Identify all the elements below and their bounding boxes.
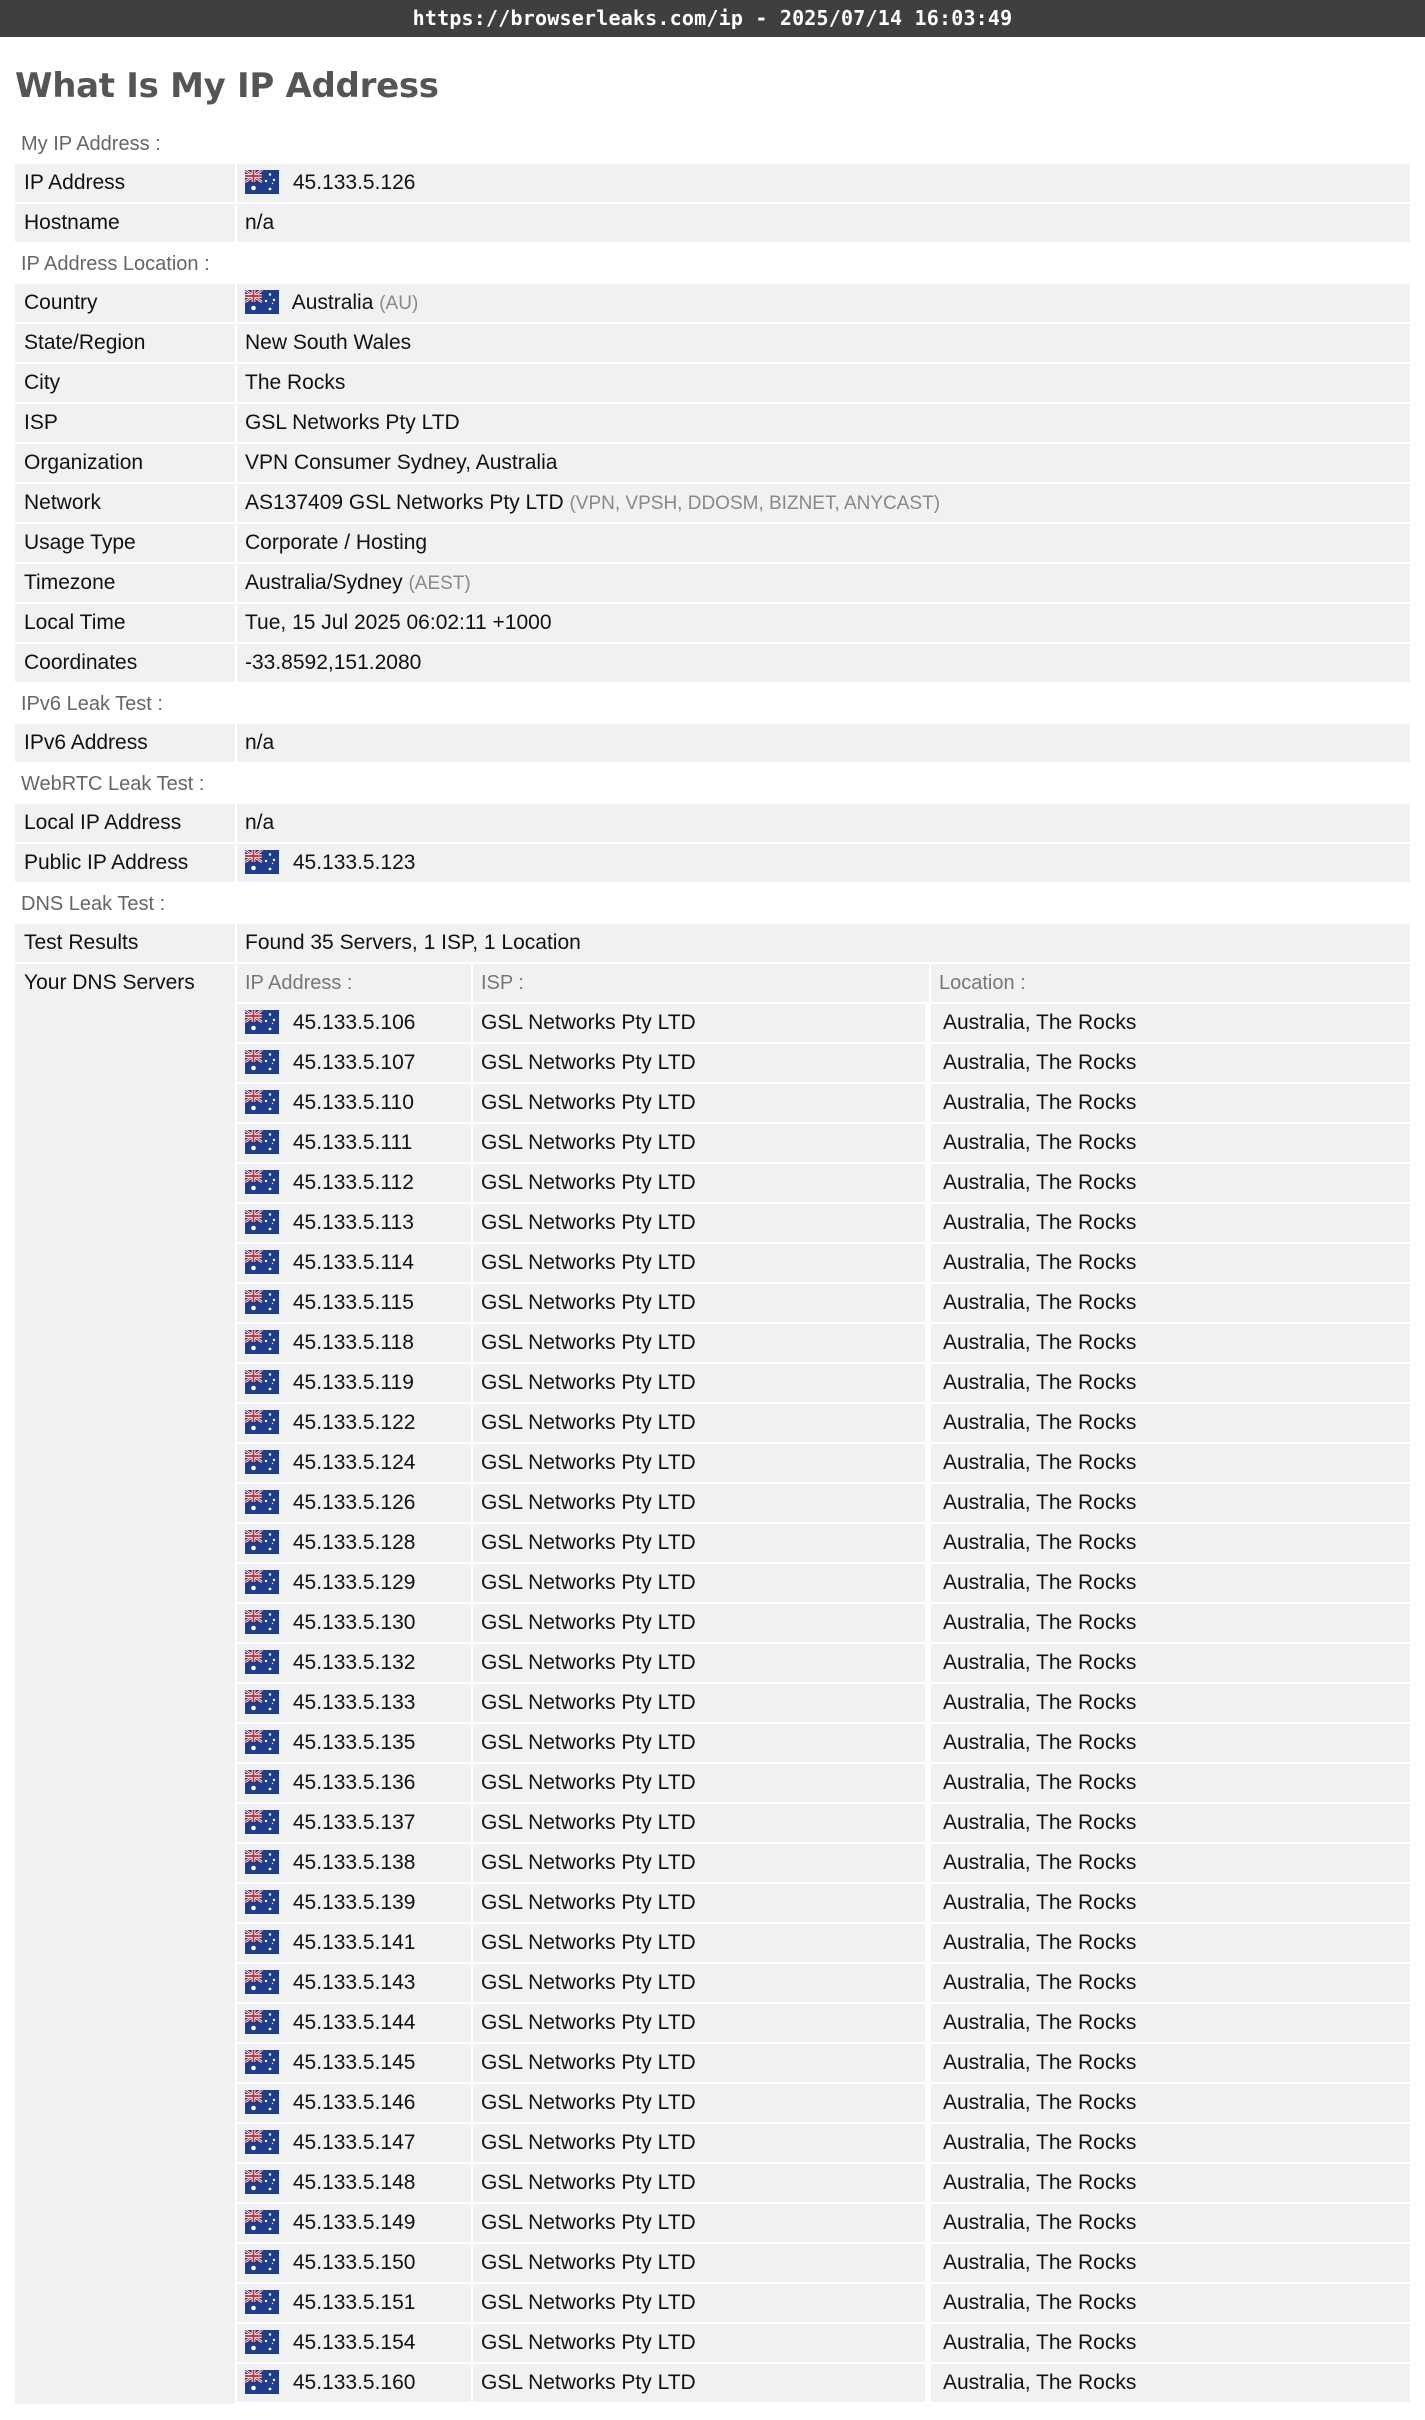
info-label: Network — [15, 484, 237, 522]
dns-ip-text: 45.133.5.130 — [292, 1611, 416, 1634]
info-row-usage-type — [15, 524, 1410, 564]
info-value[interactable] — [237, 284, 418, 322]
australia-flag-icon — [245, 2050, 279, 2074]
dns-isp-cell: GSL Networks Pty LTD — [473, 1244, 931, 1282]
dns-isp-cell: GSL Networks Pty LTD — [473, 2124, 931, 2162]
table-row — [237, 2324, 1410, 2364]
dns-ip-text: 45.133.5.113 — [292, 1211, 414, 1234]
dns-ip-cell[interactable] — [237, 2124, 473, 2162]
table-row — [237, 1324, 1410, 1364]
dns-ip-text: 45.133.5.115 — [292, 1291, 414, 1314]
australia-flag-icon — [245, 1770, 279, 1794]
dns-ip-text: 45.133.5.128 — [292, 1531, 416, 1554]
australia-flag-icon — [245, 1290, 279, 1314]
dns-ip-cell[interactable] — [237, 2004, 473, 2042]
dns-ip-text: 45.133.5.119 — [292, 1371, 414, 1394]
dns-ip-text: 45.133.5.118 — [292, 1331, 414, 1354]
info-value-text: 45.133.5.123 — [292, 851, 416, 874]
info-label: Public IP Address — [15, 844, 237, 882]
table-row — [237, 2044, 1410, 2084]
dns-isp-cell: GSL Networks Pty LTD — [473, 1404, 931, 1442]
info-value-text: 45.133.5.126 — [292, 171, 416, 194]
dns-location-cell: Australia, The Rocks — [943, 1451, 1137, 1474]
dns-ip-text: 45.133.5.160 — [292, 2371, 416, 2394]
url-timestamp-bar — [0, 0, 1425, 37]
column-header-location: Location : — [939, 972, 1026, 994]
info-label: Country — [15, 284, 237, 322]
dns-ip-cell[interactable] — [237, 1044, 473, 1082]
table-row — [237, 1684, 1410, 1724]
australia-flag-icon — [245, 1090, 279, 1114]
info-label: Test Results — [15, 924, 237, 962]
dns-location-cell: Australia, The Rocks — [943, 1571, 1137, 1594]
dns-ip-text: 45.133.5.106 — [292, 1011, 416, 1034]
dns-ip-text: 45.133.5.135 — [292, 1731, 416, 1754]
dns-isp-cell: GSL Networks Pty LTD — [473, 2284, 931, 2322]
australia-flag-icon — [245, 1490, 279, 1514]
dns-table-header — [237, 964, 1410, 1004]
dns-isp-cell: GSL Networks Pty LTD — [473, 2324, 931, 2362]
table-row — [237, 2204, 1410, 2244]
dns-isp-cell: GSL Networks Pty LTD — [473, 1204, 931, 1242]
dns-isp-cell: GSL Networks Pty LTD — [473, 1724, 931, 1762]
australia-flag-icon — [245, 2130, 279, 2154]
table-row — [237, 2124, 1410, 2164]
info-label: Coordinates — [15, 644, 237, 682]
dns-ip-cell[interactable] — [237, 1804, 473, 1842]
dns-ip-cell[interactable] — [237, 1724, 473, 1762]
table-row — [237, 1724, 1410, 1764]
info-value[interactable] — [237, 844, 415, 882]
dns-ip-cell[interactable] — [237, 1364, 473, 1402]
table-row — [237, 1764, 1410, 1804]
url-timestamp-text: https://browserleaks.com/ip - 2025/07/14 16:03:49 — [412, 6, 1013, 30]
dns-ip-cell[interactable] — [237, 2044, 473, 2082]
dns-isp-cell: GSL Networks Pty LTD — [473, 1844, 931, 1882]
info-value-text: n/a — [245, 811, 275, 834]
dns-ip-cell[interactable] — [237, 1124, 473, 1162]
australia-flag-icon — [245, 1970, 279, 1994]
dns-location-cell: Australia, The Rocks — [943, 2091, 1137, 2114]
info-label: Usage Type — [15, 524, 237, 562]
info-value-text: Tue, 15 Jul 2025 06:02:11 +1000 — [245, 611, 552, 634]
table-row — [237, 1604, 1410, 1644]
info-value[interactable] — [237, 164, 415, 202]
dns-ip-text: 45.133.5.124 — [292, 1451, 416, 1474]
info-value[interactable] — [237, 524, 427, 562]
info-label: IPv6 Address — [15, 724, 237, 762]
info-value[interactable] — [237, 724, 274, 762]
dns-location-cell: Australia, The Rocks — [943, 1691, 1137, 1714]
dns-ip-cell[interactable] — [237, 2164, 473, 2202]
dns-location-cell: Australia, The Rocks — [943, 1651, 1137, 1674]
dns-location-cell: Australia, The Rocks — [943, 1011, 1137, 1034]
dns-isp-cell: GSL Networks Pty LTD — [473, 1764, 931, 1802]
table-row — [237, 1924, 1410, 1964]
dns-ip-text: 45.133.5.141 — [292, 1931, 416, 1954]
table-row — [237, 2364, 1410, 2404]
dns-location-cell: Australia, The Rocks — [943, 1611, 1137, 1634]
dns-location-cell: Australia, The Rocks — [943, 1411, 1137, 1434]
dns-location-cell: Australia, The Rocks — [943, 2251, 1137, 2274]
info-value-text: Australia — [291, 291, 374, 314]
info-value[interactable] — [237, 924, 581, 962]
column-header-ip: IP Address : — [237, 964, 473, 1002]
info-row-ipv6-address — [15, 724, 1410, 764]
australia-flag-icon — [245, 1930, 279, 1954]
table-row — [237, 1164, 1410, 1204]
australia-flag-icon — [245, 2210, 279, 2234]
dns-ip-cell[interactable] — [237, 2084, 473, 2122]
dns-ip-cell[interactable] — [237, 1524, 473, 1562]
info-row-coordinates — [15, 644, 1410, 684]
dns-servers-label: Your DNS Servers — [15, 964, 237, 2404]
info-label: Organization — [15, 444, 237, 482]
dns-location-cell: Australia, The Rocks — [943, 2291, 1137, 2314]
info-value[interactable] — [237, 324, 411, 362]
dns-ip-text: 45.133.5.147 — [292, 2131, 416, 2154]
dns-location-cell: Australia, The Rocks — [943, 1371, 1137, 1394]
dns-isp-cell: GSL Networks Pty LTD — [473, 1044, 931, 1082]
table-row — [237, 1044, 1410, 1084]
dns-ip-cell[interactable] — [237, 1644, 473, 1682]
dns-ip-cell[interactable] — [237, 1404, 473, 1442]
info-value[interactable] — [237, 804, 274, 842]
dns-isp-cell: GSL Networks Pty LTD — [473, 2044, 931, 2082]
info-value-text: GSL Networks Pty LTD — [245, 411, 460, 434]
info-value-text: New South Wales — [245, 331, 412, 354]
table-row — [237, 2244, 1410, 2284]
dns-ip-cell[interactable] — [237, 1444, 473, 1482]
table-row — [237, 1564, 1410, 1604]
table-row — [237, 2164, 1410, 2204]
table-row — [237, 2284, 1410, 2324]
australia-flag-icon — [245, 2250, 279, 2274]
info-row-country — [15, 284, 1410, 324]
dns-ip-text: 45.133.5.122 — [292, 1411, 416, 1434]
dns-ip-text: 45.133.5.136 — [292, 1771, 416, 1794]
info-row-organization — [15, 444, 1410, 484]
dns-isp-cell: GSL Networks Pty LTD — [473, 1164, 931, 1202]
table-row — [237, 1364, 1410, 1404]
dns-ip-cell[interactable] — [237, 1324, 473, 1362]
dns-ip-text: 45.133.5.112 — [292, 1171, 414, 1194]
dns-ip-text: 45.133.5.133 — [292, 1691, 416, 1714]
dns-location-cell: Australia, The Rocks — [943, 1971, 1137, 1994]
australia-flag-icon — [245, 2170, 279, 2194]
info-row-hostname — [15, 204, 1410, 244]
info-row-network — [15, 484, 1410, 524]
australia-flag-icon — [245, 1370, 279, 1394]
australia-flag-icon — [245, 290, 279, 314]
table-row — [237, 1884, 1410, 1924]
dns-location-cell: Australia, The Rocks — [943, 1891, 1137, 1914]
ip-info-content — [15, 124, 1410, 2404]
australia-flag-icon — [245, 1730, 279, 1754]
dns-location-cell: Australia, The Rocks — [943, 2171, 1137, 2194]
section-label-ipv6-leak-test: IPv6 Leak Test : — [15, 684, 1410, 724]
dns-ip-cell[interactable] — [237, 2324, 473, 2362]
dns-ip-cell[interactable] — [237, 1684, 473, 1722]
info-label: ISP — [15, 404, 237, 442]
dns-location-cell: Australia, The Rocks — [943, 1931, 1137, 1954]
dns-ip-cell[interactable] — [237, 1244, 473, 1282]
dns-ip-text: 45.133.5.139 — [292, 1891, 416, 1914]
dns-ip-cell[interactable] — [237, 1764, 473, 1802]
australia-flag-icon — [245, 1210, 279, 1234]
info-value[interactable] — [237, 404, 460, 442]
dns-ip-cell[interactable] — [237, 1284, 473, 1322]
australia-flag-icon — [245, 1450, 279, 1474]
dns-ip-cell[interactable] — [237, 2204, 473, 2242]
dns-servers-block — [15, 964, 1410, 2404]
dns-isp-cell: GSL Networks Pty LTD — [473, 1004, 931, 1042]
dns-ip-text: 45.133.5.143 — [292, 1971, 416, 1994]
australia-flag-icon — [245, 2010, 279, 2034]
dns-isp-cell: GSL Networks Pty LTD — [473, 1124, 931, 1162]
dns-location-cell: Australia, The Rocks — [943, 2371, 1137, 2394]
section-label-my-ip-address: My IP Address : — [15, 124, 1410, 164]
australia-flag-icon — [245, 2330, 279, 2354]
dns-isp-cell: GSL Networks Pty LTD — [473, 1804, 931, 1842]
australia-flag-icon — [245, 1050, 279, 1074]
dns-ip-text: 45.133.5.146 — [292, 2091, 416, 2114]
info-value-text: Corporate / Hosting — [245, 531, 428, 554]
dns-location-cell: Australia, The Rocks — [943, 1851, 1137, 1874]
australia-flag-icon — [245, 1890, 279, 1914]
australia-flag-icon — [245, 1010, 279, 1034]
dns-ip-text: 45.133.5.154 — [292, 2331, 416, 2354]
table-row — [237, 1404, 1410, 1444]
dns-location-cell: Australia, The Rocks — [943, 1051, 1137, 1074]
info-value-extra: (AU) — [379, 293, 419, 314]
dns-ip-cell[interactable] — [237, 1004, 473, 1042]
info-row-local-time — [15, 604, 1410, 644]
dns-ip-cell[interactable] — [237, 2364, 473, 2402]
info-row-local-ip-address — [15, 804, 1410, 844]
info-value-text: Found 35 Servers, 1 ISP, 1 Location — [245, 931, 581, 954]
info-value-text: n/a — [245, 731, 275, 754]
dns-ip-text: 45.133.5.151 — [292, 2291, 416, 2314]
dns-isp-cell: GSL Networks Pty LTD — [473, 1924, 931, 1962]
dns-location-cell: Australia, The Rocks — [943, 1331, 1137, 1354]
dns-isp-cell: GSL Networks Pty LTD — [473, 2204, 931, 2242]
table-row — [237, 1844, 1410, 1884]
australia-flag-icon — [245, 1130, 279, 1154]
table-row — [237, 1964, 1410, 2004]
table-row — [237, 1124, 1410, 1164]
dns-ip-text: 45.133.5.149 — [292, 2211, 416, 2234]
australia-flag-icon — [245, 2290, 279, 2314]
dns-ip-text: 45.133.5.126 — [292, 1491, 416, 1514]
info-label: Local IP Address — [15, 804, 237, 842]
dns-location-cell: Australia, The Rocks — [943, 2011, 1137, 2034]
dns-isp-cell: GSL Networks Pty LTD — [473, 1444, 931, 1482]
dns-location-cell: Australia, The Rocks — [943, 1091, 1137, 1114]
australia-flag-icon — [245, 1850, 279, 1874]
dns-isp-cell: GSL Networks Pty LTD — [473, 1964, 931, 2002]
australia-flag-icon — [245, 1250, 279, 1274]
dns-servers-table — [237, 964, 1410, 2404]
column-header-isp: ISP : — [473, 964, 931, 1002]
dns-ip-text: 45.133.5.137 — [292, 1811, 416, 1834]
table-row — [237, 1004, 1410, 1044]
australia-flag-icon — [245, 1570, 279, 1594]
dns-isp-cell: GSL Networks Pty LTD — [473, 1564, 931, 1602]
dns-location-cell: Australia, The Rocks — [943, 1531, 1137, 1554]
dns-isp-cell: GSL Networks Pty LTD — [473, 2364, 931, 2402]
info-row-isp — [15, 404, 1410, 444]
info-row-public-ip-address — [15, 844, 1410, 884]
dns-isp-cell: GSL Networks Pty LTD — [473, 2244, 931, 2282]
table-row — [237, 1084, 1410, 1124]
dns-isp-cell: GSL Networks Pty LTD — [473, 1684, 931, 1722]
dns-location-cell: Australia, The Rocks — [943, 1251, 1137, 1274]
dns-ip-cell[interactable] — [237, 1084, 473, 1122]
dns-location-cell: Australia, The Rocks — [943, 2051, 1137, 2074]
dns-isp-cell: GSL Networks Pty LTD — [473, 1484, 931, 1522]
dns-location-cell: Australia, The Rocks — [943, 1171, 1137, 1194]
table-row — [237, 1644, 1410, 1684]
dns-ip-text: 45.133.5.111 — [292, 1131, 413, 1154]
dns-ip-cell[interactable] — [237, 2284, 473, 2322]
dns-location-cell: Australia, The Rocks — [943, 1291, 1137, 1314]
australia-flag-icon — [245, 1530, 279, 1554]
australia-flag-icon — [245, 1610, 279, 1634]
australia-flag-icon — [245, 1650, 279, 1674]
dns-isp-cell: GSL Networks Pty LTD — [473, 1324, 931, 1362]
dns-isp-cell: GSL Networks Pty LTD — [473, 2084, 931, 2122]
info-row-ip-address — [15, 164, 1410, 204]
table-row — [237, 1804, 1410, 1844]
info-row-city — [15, 364, 1410, 404]
info-label: City — [15, 364, 237, 402]
info-value[interactable] — [237, 364, 345, 402]
dns-ip-cell[interactable] — [237, 1484, 473, 1522]
info-value[interactable] — [237, 604, 552, 642]
australia-flag-icon — [245, 2090, 279, 2114]
table-row — [237, 1244, 1410, 1284]
section-label-dns-leak-test: DNS Leak Test : — [15, 884, 1410, 924]
section-label-ip-address-location: IP Address Location : — [15, 244, 1410, 284]
australia-flag-icon — [245, 850, 279, 874]
dns-ip-text: 45.133.5.107 — [292, 1051, 416, 1074]
table-row — [237, 1284, 1410, 1324]
dns-ip-cell[interactable] — [237, 1564, 473, 1602]
info-label: State/Region — [15, 324, 237, 362]
info-value-text: n/a — [245, 211, 275, 234]
dns-ip-cell[interactable] — [237, 1884, 473, 1922]
info-row-test-results — [15, 924, 1410, 964]
dns-ip-text: 45.133.5.114 — [292, 1251, 414, 1274]
info-value[interactable] — [237, 644, 421, 682]
dns-ip-text: 45.133.5.110 — [292, 1091, 414, 1114]
dns-isp-cell: GSL Networks Pty LTD — [473, 1524, 931, 1562]
dns-ip-text: 45.133.5.148 — [292, 2171, 416, 2194]
dns-location-cell: Australia, The Rocks — [943, 2211, 1137, 2234]
dns-ip-cell[interactable] — [237, 1164, 473, 1202]
dns-location-cell: Australia, The Rocks — [943, 2131, 1137, 2154]
info-value-extra: (VPN, VPSH, DDOSM, BIZNET, ANYCAST) — [569, 493, 941, 514]
info-value[interactable] — [237, 444, 557, 482]
australia-flag-icon — [245, 1410, 279, 1434]
dns-isp-cell: GSL Networks Pty LTD — [473, 1364, 931, 1402]
dns-location-cell: Australia, The Rocks — [943, 1491, 1137, 1514]
dns-isp-cell: GSL Networks Pty LTD — [473, 1884, 931, 1922]
dns-location-cell: Australia, The Rocks — [943, 1811, 1137, 1834]
table-row — [237, 1524, 1410, 1564]
info-label: Hostname — [15, 204, 237, 242]
dns-ip-text: 45.133.5.129 — [292, 1571, 416, 1594]
info-value-text: -33.8592,151.2080 — [245, 651, 422, 674]
info-value-text: VPN Consumer Sydney, Australia — [245, 451, 558, 474]
australia-flag-icon — [245, 2370, 279, 2394]
dns-ip-text: 45.133.5.132 — [292, 1651, 416, 1674]
australia-flag-icon — [245, 1170, 279, 1194]
dns-ip-text: 45.133.5.144 — [292, 2011, 416, 2034]
dns-ip-text: 45.133.5.145 — [292, 2051, 416, 2074]
table-row — [237, 1484, 1410, 1524]
table-row — [237, 1204, 1410, 1244]
dns-location-cell: Australia, The Rocks — [943, 1771, 1137, 1794]
dns-isp-cell: GSL Networks Pty LTD — [473, 1284, 931, 1322]
dns-ip-cell[interactable] — [237, 1844, 473, 1882]
dns-location-cell: Australia, The Rocks — [943, 1131, 1137, 1154]
australia-flag-icon — [245, 1330, 279, 1354]
table-row — [237, 2004, 1410, 2044]
section-label-webrtc-leak-test: WebRTC Leak Test : — [15, 764, 1410, 804]
info-row-state-region — [15, 324, 1410, 364]
dns-location-cell: Australia, The Rocks — [943, 1731, 1137, 1754]
dns-ip-cell[interactable] — [237, 1204, 473, 1242]
info-label: Timezone — [15, 564, 237, 602]
dns-isp-cell: GSL Networks Pty LTD — [473, 1084, 931, 1122]
info-value-text: The Rocks — [245, 371, 346, 394]
dns-ip-cell[interactable] — [237, 1604, 473, 1642]
table-row — [237, 2084, 1410, 2124]
info-value-text: Australia/Sydney — [245, 571, 403, 594]
australia-flag-icon — [245, 1690, 279, 1714]
dns-isp-cell: GSL Networks Pty LTD — [473, 1644, 931, 1682]
dns-ip-cell[interactable] — [237, 2244, 473, 2282]
dns-ip-cell[interactable] — [237, 1964, 473, 2002]
info-row-timezone — [15, 564, 1410, 604]
dns-location-cell: Australia, The Rocks — [943, 2331, 1137, 2354]
page-title: What Is My IP Address — [15, 66, 439, 106]
dns-ip-text: 45.133.5.138 — [292, 1851, 416, 1874]
info-value[interactable] — [237, 484, 940, 522]
dns-isp-cell: GSL Networks Pty LTD — [473, 1604, 931, 1642]
info-value-extra: (AEST) — [408, 573, 471, 594]
dns-isp-cell: GSL Networks Pty LTD — [473, 2004, 931, 2042]
table-row — [237, 1444, 1410, 1484]
info-label: Local Time — [15, 604, 237, 642]
australia-flag-icon — [245, 1810, 279, 1834]
info-value[interactable] — [237, 204, 274, 242]
info-value[interactable] — [237, 564, 471, 602]
dns-isp-cell: GSL Networks Pty LTD — [473, 2164, 931, 2202]
info-label: IP Address — [15, 164, 237, 202]
dns-ip-text: 45.133.5.150 — [292, 2251, 416, 2274]
dns-ip-cell[interactable] — [237, 1924, 473, 1962]
dns-location-cell: Australia, The Rocks — [943, 1211, 1137, 1234]
australia-flag-icon — [245, 170, 279, 194]
info-value-text: AS137409 GSL Networks Pty LTD — [245, 491, 564, 514]
